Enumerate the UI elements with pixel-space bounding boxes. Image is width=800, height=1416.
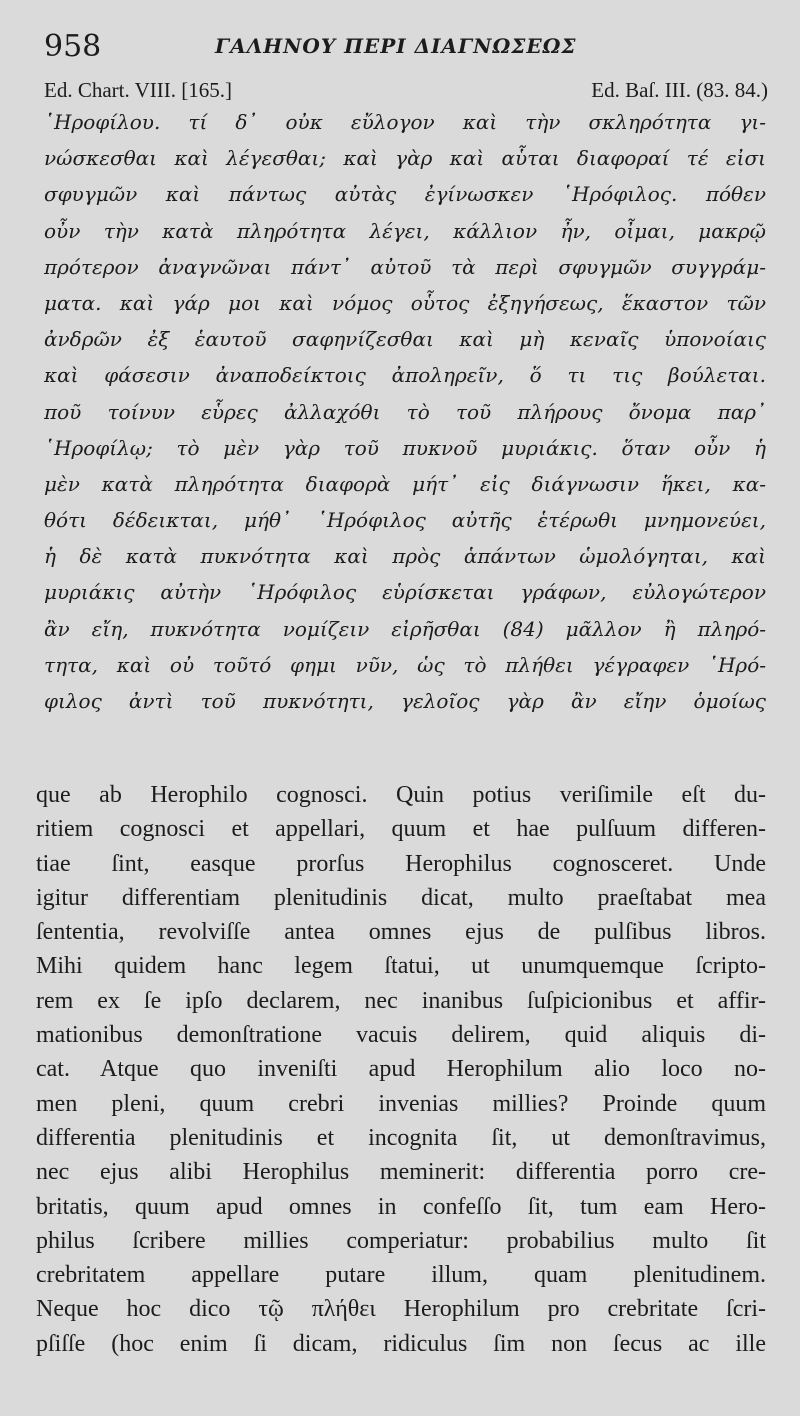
greek-text-block: [44, 104, 766, 719]
latin-text-line: Neque hoc dico τῷ πλήθει Herophilum pro crebritate ſcri-: [36, 1296, 766, 1323]
latin-text-line: philus ſcribere millies comperiatur: probabilius multo ſit: [36, 1227, 766, 1254]
greek-text-line: φιλος ἀντὶ τοῦ πυκνότητι, γελοῖος γὰρ ἂν εἴην ὁμοίως: [44, 689, 766, 713]
greek-text-line: ποῦ τοίνυν εὗρες ἀλλαχόθι τὸ τοῦ πλήρους ὄνομα παρ᾽: [44, 399, 766, 424]
greek-text-line: μὲν κατὰ πληρότητα διαφορὰ μήτ᾽ εἰς διάγνωσιν ἥκει, κα-: [44, 471, 766, 496]
latin-text-line: tiae ſint, easque prorſus Herophilus cognosceret. Unde: [36, 850, 766, 877]
latin-text-line: pſiſſe (hoc enim ſi dicam, ridiculus ſim non ſecus ac ille: [36, 1330, 766, 1357]
greek-text-line: σφυγμῶν καὶ πάντως αὐτὰς ἐγίνωσκεν ῾Ηρόφιλος. πόθεν: [44, 182, 766, 207]
greek-text-line: πρότερον ἀναγνῶναι πάντ᾽ αὐτοῦ τὰ περὶ σφυγμῶν συγγράμ-: [44, 254, 766, 279]
latin-text-line: crebritatem appellare putare illum, quam plenitudinem.: [36, 1262, 766, 1289]
greek-text-line: ματα. καὶ γάρ μοι καὶ νόμος οὗτος ἐξηγήσεως, ἕκαστον τῶν: [44, 290, 766, 315]
greek-text-line: τητα, καὶ οὐ τοῦτό φημι νῦν, ὡς τὸ πλήθει γέγραφεν ῾Ηρό-: [44, 652, 766, 677]
greek-text-line: ἂν εἴη, πυκνότητα νομίζειν εἰρῆσθαι (84) μᾶλλον ἢ πληρό-: [44, 616, 766, 641]
latin-text-line: Mihi quidem hanc legem ſtatui, ut unumquemque ſcripto-: [36, 953, 766, 980]
latin-text-line: que ab Herophilo cognosci. Quin potius veriſimile eſt du-: [36, 782, 766, 808]
latin-text-line: ſententia, revolviſſe antea omnes ejus de pulſibus libros.: [36, 919, 766, 946]
greek-text-line: ῾Ηροφίλου. τί δ᾽ οὐκ εὔλογον καὶ τὴν σκληρότητα γι-: [44, 110, 766, 134]
greek-text-line: ἀνδρῶν ἐξ ἑαυτοῦ σαφηνίζεσθαι καὶ μὴ κεναῖς ὑπονοίαις: [44, 327, 766, 352]
greek-text-line: οὖν τὴν κατὰ πληρότητα λέγει, κάλλιον ἦν, οἶμαι, μακρῷ: [44, 218, 766, 243]
latin-text-line: men pleni, quum crebri invenias millies? Proinde quum: [36, 1090, 766, 1117]
latin-text-line: cat. Atque quo inveniſti apud Herophilum alio loco no-: [36, 1056, 766, 1083]
greek-text-line: θότι δέδεικται, μήθ᾽ ῾Ηρόφιλος αὐτῆς ἑτέρωθι μνημονεύει,: [44, 508, 766, 533]
greek-text-line: καὶ φάσεσιν ἀναποδείκτοις ἀποληρεῖν, ὅ τι τις βούλεται.: [44, 363, 766, 388]
greek-text-line: ἡ δὲ κατὰ πυκνότητα καὶ πρὸς ἁπάντων ὡμολόγηται, καὶ: [44, 544, 766, 569]
latin-text-line: igitur differentiam plenitudinis dicat, multo praeſtabat mea: [36, 884, 766, 911]
edition-basel: Ed. Baſ. III. (83. 84.): [591, 78, 768, 102]
edition-chartier: Ed. Chart. VIII. [165.]: [44, 78, 232, 102]
latin-text-block: [36, 778, 766, 1361]
edition-reference-line: [44, 78, 768, 104]
latin-text-line: mationibus demonſtratione vacuis delirem, quid aliquis di-: [36, 1022, 766, 1049]
page-number: 958: [44, 29, 102, 64]
latin-text-line: britatis, quum apud omnes in confeſſo ſit, tum eam Hero-: [36, 1193, 766, 1220]
latin-text-line: ritiem cognosci et appellari, quum et hae pulſuum differen-: [36, 816, 766, 843]
running-title: ΓΑΛΗΝΟΥ ΠΕΡΙ ΔΙΑΓΝΩΣΕΩΣ: [215, 34, 577, 58]
page-header: [40, 30, 780, 70]
latin-text-line: nec ejus alibi Herophilus meminerit: differentia porro cre-: [36, 1159, 766, 1186]
latin-text-line: differentia plenitudinis et incognita ſit, ut demonſtravimus,: [36, 1124, 766, 1151]
latin-text-line: rem ex ſe ipſo declarem, nec inanibus ſuſpicionibus et affir-: [36, 987, 766, 1014]
greek-text-line: ῾Ηροφίλῳ; τὸ μὲν γὰρ τοῦ πυκνοῦ μυριάκις. ὅταν οὖν ἡ: [44, 435, 766, 460]
greek-text-line: νώσκεσθαι καὶ λέγεσθαι; καὶ γὰρ καὶ αὗται διαφοραί τέ εἰσι: [44, 146, 766, 171]
greek-text-line: μυριάκις αὐτὴν ῾Ηρόφιλος εὑρίσκεται γράφων, εὐλογώτερον: [44, 580, 766, 605]
